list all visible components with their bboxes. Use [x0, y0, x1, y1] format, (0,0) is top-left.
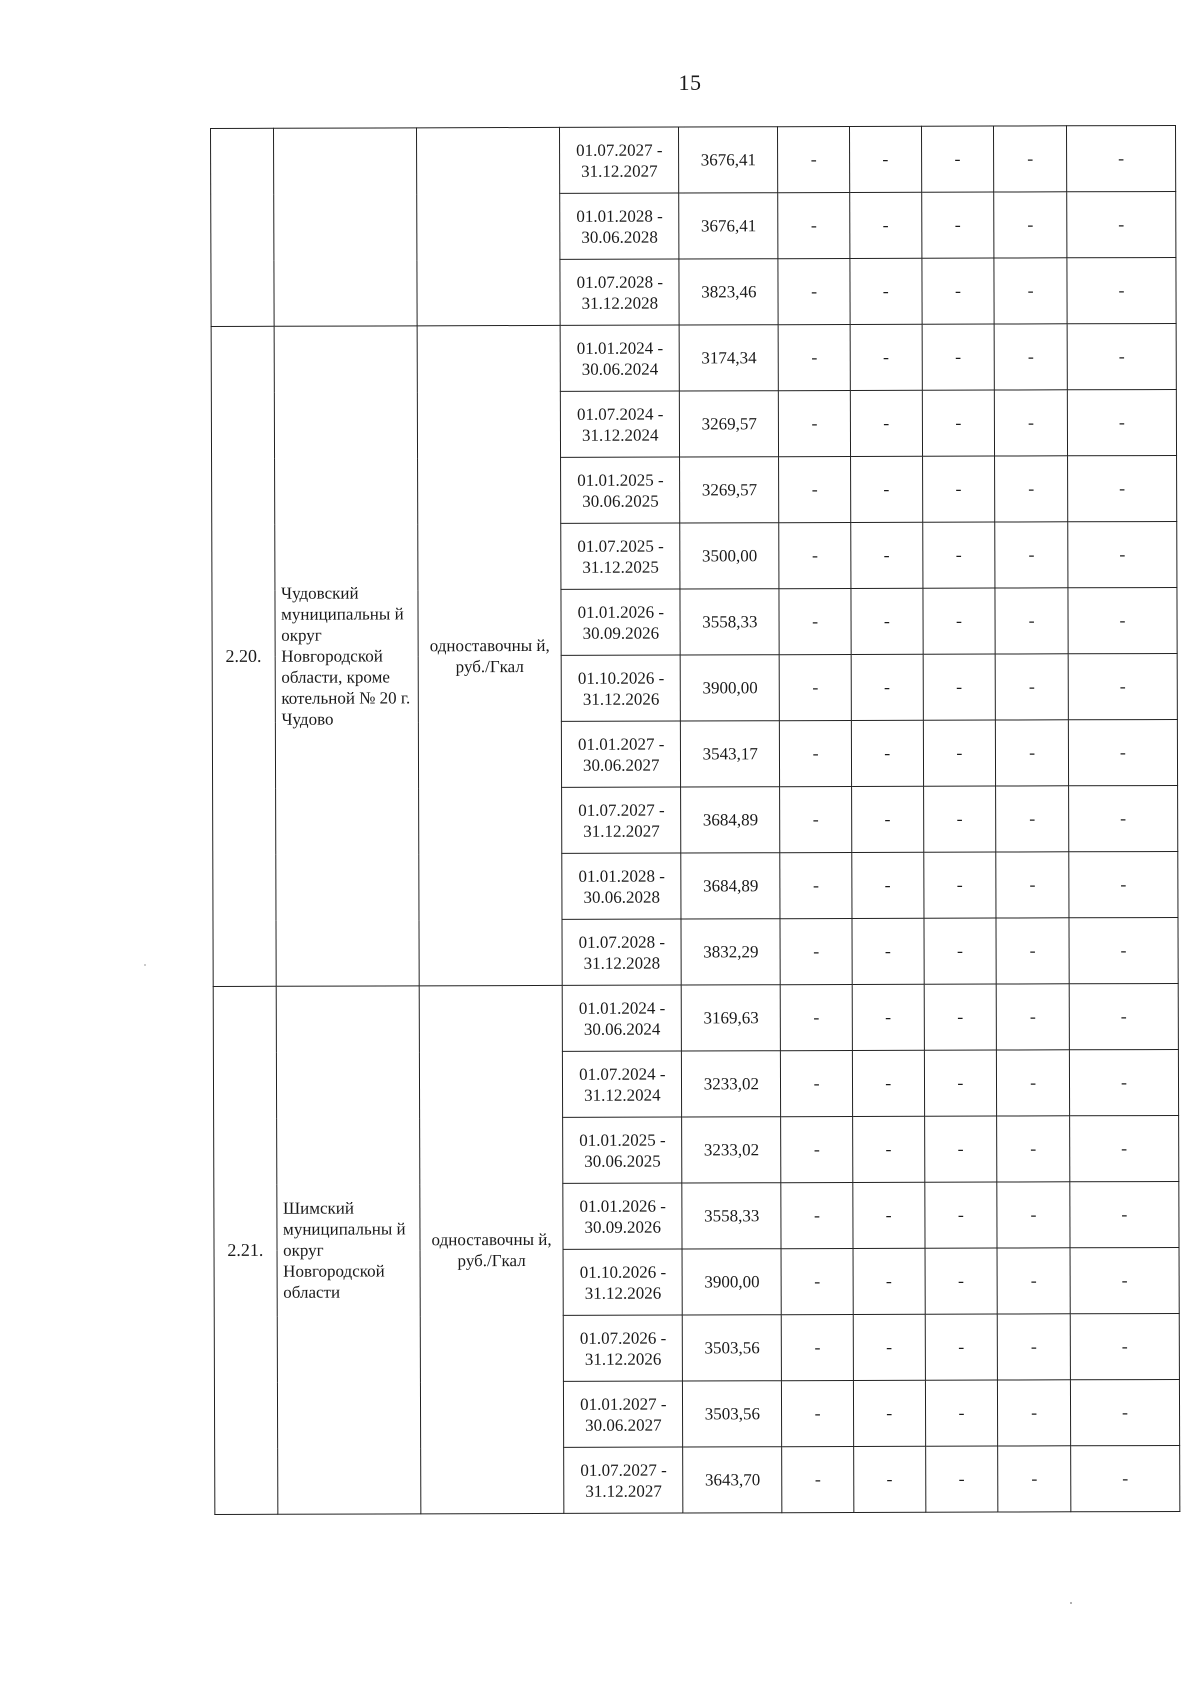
tariff-value-cell: 3269,57	[680, 457, 779, 523]
table-row	[211, 125, 1176, 194]
empty-value-cell: -	[994, 192, 1067, 258]
empty-value-cell: -	[924, 1116, 997, 1182]
empty-value-cell: -	[1068, 785, 1177, 851]
item-number-cell: 2.21.	[213, 986, 277, 1514]
empty-value-cell: -	[778, 258, 850, 324]
empty-value-cell: -	[996, 852, 1069, 918]
empty-value-cell: -	[996, 984, 1069, 1050]
empty-value-cell: -	[925, 1446, 998, 1512]
empty-value-cell: -	[1069, 851, 1178, 917]
empty-value-cell: -	[851, 720, 923, 786]
period-cell: 01.01.2028 - 30.06.2028	[560, 193, 679, 259]
empty-value-cell: -	[994, 324, 1067, 390]
empty-value-cell: -	[1071, 1445, 1180, 1511]
tariff-value-cell: 3684,89	[681, 787, 780, 853]
item-number-cell: 2.20.	[211, 326, 276, 986]
period-cell: 01.07.2027 - 31.12.2027	[562, 787, 681, 853]
empty-value-cell: -	[851, 654, 923, 720]
period-cell: 01.01.2026 - 30.09.2026	[561, 589, 680, 655]
empty-value-cell: -	[780, 852, 852, 918]
tariff-value-cell: 3676,41	[679, 127, 778, 193]
empty-value-cell: -	[1066, 125, 1175, 191]
period-cell: 01.07.2026 - 31.12.2026	[563, 1315, 682, 1381]
empty-value-cell: -	[1067, 455, 1176, 521]
tariff-value-cell: 3233,02	[682, 1051, 781, 1117]
empty-value-cell: -	[925, 1314, 998, 1380]
empty-value-cell: -	[782, 1380, 854, 1446]
empty-value-cell: -	[779, 588, 851, 654]
empty-value-cell: -	[778, 126, 850, 192]
tariff-value-cell: 3269,57	[680, 391, 779, 457]
empty-value-cell: -	[778, 324, 850, 390]
table-row	[213, 983, 1178, 1052]
period-cell: 01.10.2026 - 31.12.2026	[561, 655, 680, 721]
empty-value-cell: -	[780, 984, 852, 1050]
empty-value-cell: -	[1070, 1247, 1179, 1313]
empty-value-cell: -	[849, 126, 921, 192]
period-cell: 01.07.2024 - 31.12.2024	[563, 1051, 682, 1117]
empty-value-cell: -	[779, 390, 851, 456]
period-cell: 01.01.2027 - 30.06.2027	[564, 1381, 683, 1447]
empty-value-cell: -	[1067, 191, 1176, 257]
empty-value-cell: -	[923, 720, 996, 786]
empty-value-cell: -	[850, 456, 922, 522]
period-cell: 01.01.2025 - 30.06.2025	[561, 457, 680, 523]
empty-value-cell: -	[853, 1314, 925, 1380]
period-cell: 01.07.2028 - 31.12.2028	[562, 919, 681, 985]
empty-value-cell: -	[779, 654, 851, 720]
tariff-value-cell: 3643,70	[683, 1447, 782, 1513]
empty-value-cell: -	[997, 1314, 1070, 1380]
empty-value-cell: -	[1068, 587, 1177, 653]
empty-value-cell: -	[779, 456, 851, 522]
empty-value-cell: -	[853, 1182, 925, 1248]
empty-value-cell: -	[921, 192, 994, 258]
empty-value-cell: -	[1068, 719, 1177, 785]
period-cell: 01.01.2026 - 30.09.2026	[563, 1183, 682, 1249]
period-cell: 01.01.2024 - 30.06.2024	[560, 325, 679, 391]
empty-value-cell: -	[923, 654, 996, 720]
empty-value-cell: -	[1068, 653, 1177, 719]
tariff-value-cell: 3684,89	[681, 853, 780, 919]
empty-value-cell: -	[1067, 257, 1176, 323]
empty-value-cell: -	[996, 918, 1069, 984]
empty-value-cell: -	[853, 1380, 925, 1446]
tariff-value-cell: 3676,41	[679, 193, 778, 259]
empty-value-cell: -	[1070, 1115, 1179, 1181]
empty-value-cell: -	[923, 588, 996, 654]
empty-value-cell: -	[853, 1248, 925, 1314]
empty-value-cell: -	[925, 1380, 998, 1446]
empty-value-cell: -	[995, 456, 1068, 522]
period-cell: 01.07.2024 - 31.12.2024	[561, 391, 680, 457]
empty-value-cell: -	[997, 1050, 1070, 1116]
tariff-type-cell: одноставочны й, руб./Гкал	[417, 325, 562, 985]
scan-speck	[144, 964, 146, 966]
empty-value-cell: -	[853, 1116, 925, 1182]
empty-value-cell: -	[995, 588, 1068, 654]
empty-value-cell: -	[995, 522, 1068, 588]
table-body	[211, 125, 1180, 1514]
empty-value-cell: -	[995, 390, 1068, 456]
territory-name-cell: Шимский муниципальны й округ Новгородской области	[276, 986, 421, 1514]
empty-value-cell: -	[996, 786, 1069, 852]
empty-value-cell: -	[1070, 1313, 1179, 1379]
empty-value-cell: -	[997, 1248, 1070, 1314]
period-cell: 01.01.2028 - 30.06.2028	[562, 853, 681, 919]
empty-value-cell: -	[1067, 389, 1176, 455]
tariff-value-cell: 3832,29	[681, 919, 780, 985]
empty-value-cell: -	[1069, 917, 1178, 983]
empty-value-cell: -	[851, 588, 923, 654]
empty-value-cell: -	[998, 1380, 1071, 1446]
empty-value-cell: -	[852, 918, 924, 984]
empty-value-cell: -	[1068, 521, 1177, 587]
period-cell: 01.07.2027 - 31.12.2027	[560, 127, 679, 193]
scan-speck	[1070, 1602, 1072, 1604]
empty-value-cell: -	[922, 390, 995, 456]
empty-value-cell: -	[781, 1050, 853, 1116]
empty-value-cell: -	[924, 984, 997, 1050]
empty-value-cell: -	[854, 1446, 926, 1512]
tariff-type-cell	[416, 127, 560, 325]
period-cell: 01.01.2027 - 30.06.2027	[562, 721, 681, 787]
period-cell: 01.01.2024 - 30.06.2024	[562, 985, 681, 1051]
empty-value-cell: -	[994, 258, 1067, 324]
empty-value-cell: -	[778, 192, 850, 258]
tariff-value-cell: 3174,34	[679, 325, 778, 391]
empty-value-cell: -	[850, 324, 922, 390]
period-cell: 01.07.2027 - 31.12.2027	[564, 1447, 683, 1513]
tariff-value-cell: 3558,33	[680, 589, 779, 655]
empty-value-cell: -	[923, 786, 996, 852]
empty-value-cell: -	[995, 654, 1068, 720]
empty-value-cell: -	[780, 786, 852, 852]
tariff-value-cell: 3500,00	[680, 523, 779, 589]
tariff-table	[210, 125, 1180, 1515]
empty-value-cell: -	[850, 192, 922, 258]
empty-value-cell: -	[994, 126, 1067, 192]
empty-value-cell: -	[852, 1050, 924, 1116]
empty-value-cell: -	[851, 786, 923, 852]
empty-value-cell: -	[997, 1116, 1070, 1182]
empty-value-cell: -	[782, 1446, 854, 1512]
page-number: 15	[678, 70, 702, 95]
empty-value-cell: -	[923, 852, 996, 918]
empty-value-cell: -	[922, 522, 995, 588]
tariff-value-cell: 3558,33	[682, 1183, 781, 1249]
empty-value-cell: -	[922, 324, 995, 390]
tariff-value-cell: 3503,56	[683, 1381, 782, 1447]
empty-value-cell: -	[1069, 983, 1178, 1049]
empty-value-cell: -	[852, 852, 924, 918]
period-cell: 01.10.2026 - 31.12.2026	[563, 1249, 682, 1315]
empty-value-cell: -	[924, 1182, 997, 1248]
empty-value-cell: -	[921, 258, 994, 324]
tariff-value-cell: 3233,02	[682, 1117, 781, 1183]
empty-value-cell: -	[781, 1116, 853, 1182]
empty-value-cell: -	[921, 126, 994, 192]
empty-value-cell: -	[781, 1182, 853, 1248]
empty-value-cell: -	[1067, 323, 1176, 389]
period-cell: 01.01.2025 - 30.06.2025	[563, 1117, 682, 1183]
empty-value-cell: -	[997, 1182, 1070, 1248]
empty-value-cell: -	[1069, 1049, 1178, 1115]
tariff-type-cell: одноставочны й, руб./Гкал	[419, 985, 564, 1513]
empty-value-cell: -	[780, 720, 852, 786]
tariff-value-cell: 3900,00	[681, 655, 780, 721]
empty-value-cell: -	[850, 258, 922, 324]
empty-value-cell: -	[852, 984, 924, 1050]
tariff-value-cell: 3543,17	[681, 721, 780, 787]
table-row	[211, 323, 1176, 392]
empty-value-cell: -	[922, 456, 995, 522]
empty-value-cell: -	[996, 720, 1069, 786]
item-number-cell	[211, 128, 274, 326]
empty-value-cell: -	[780, 918, 852, 984]
territory-name-cell	[273, 128, 417, 326]
empty-value-cell: -	[779, 522, 851, 588]
period-cell: 01.07.2028 - 31.12.2028	[560, 259, 679, 325]
period-cell: 01.07.2025 - 31.12.2025	[561, 523, 680, 589]
empty-value-cell: -	[1070, 1379, 1179, 1445]
empty-value-cell: -	[781, 1248, 853, 1314]
empty-value-cell: -	[998, 1446, 1071, 1512]
tariff-value-cell: 3503,56	[683, 1315, 782, 1381]
empty-value-cell: -	[925, 1248, 998, 1314]
empty-value-cell: -	[851, 522, 923, 588]
tariff-value-cell: 3900,00	[682, 1249, 781, 1315]
empty-value-cell: -	[1070, 1181, 1179, 1247]
empty-value-cell: -	[924, 918, 997, 984]
territory-name-cell: Чудовский муниципальны й округ Новгородской области, кроме котельной № 20 г. Чудово	[274, 326, 419, 986]
tariff-value-cell: 3823,46	[679, 259, 778, 325]
empty-value-cell: -	[781, 1314, 853, 1380]
empty-value-cell: -	[924, 1050, 997, 1116]
empty-value-cell: -	[850, 390, 922, 456]
tariff-value-cell: 3169,63	[682, 985, 781, 1051]
